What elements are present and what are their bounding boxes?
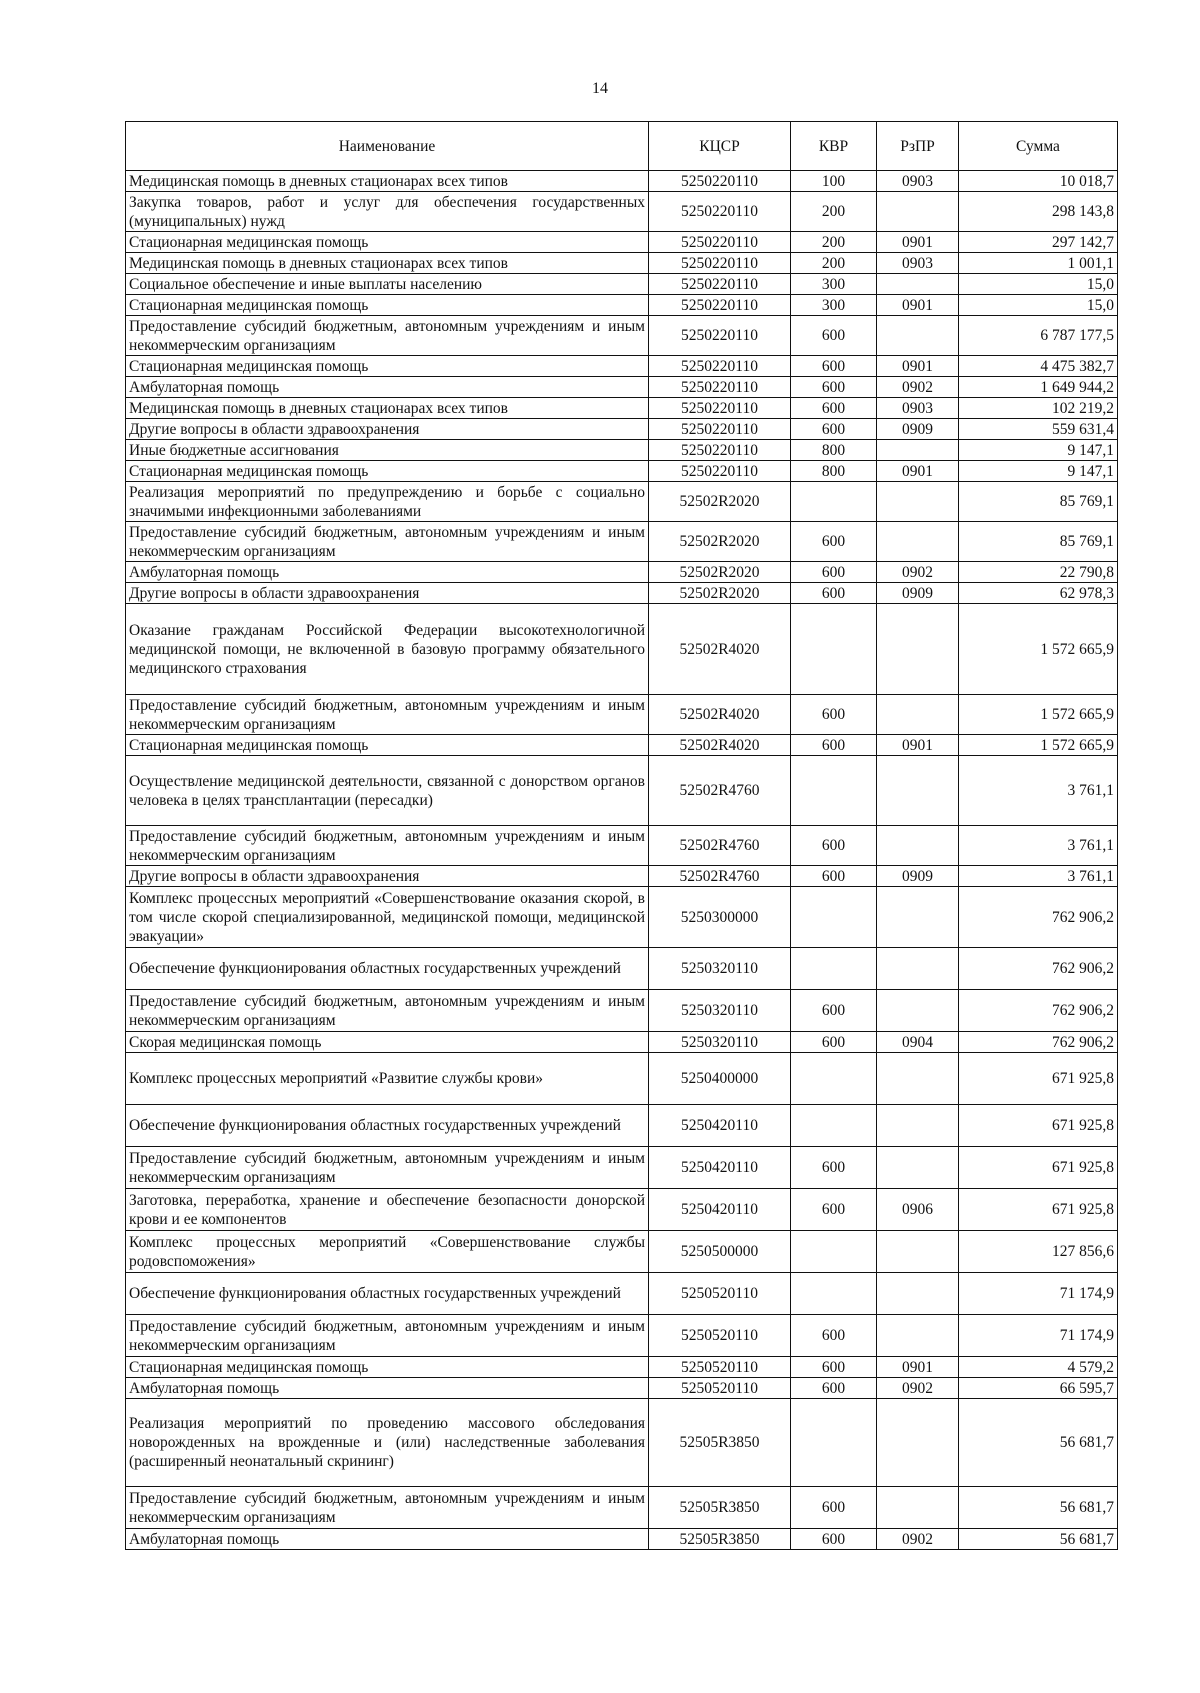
cell-sum: 762 906,2 bbox=[959, 990, 1118, 1032]
cell-rzpr bbox=[877, 1105, 959, 1147]
cell-rzpr bbox=[877, 1053, 959, 1105]
cell-name: Стационарная медицинская помощь bbox=[126, 735, 649, 756]
cell-kvr: 600 bbox=[791, 377, 877, 398]
table-row bbox=[126, 398, 1118, 419]
cell-kvr: 600 bbox=[791, 695, 877, 735]
table-row bbox=[126, 232, 1118, 253]
cell-kvr bbox=[791, 756, 877, 826]
cell-kcsr: 5250520110 bbox=[649, 1273, 791, 1315]
cell-rzpr bbox=[877, 695, 959, 735]
cell-name: Предоставление субсидий бюджетным, автономным учреждениям и иным некоммерческим организациям bbox=[126, 695, 649, 735]
table-row bbox=[126, 1487, 1118, 1529]
cell-rzpr: 0902 bbox=[877, 377, 959, 398]
cell-sum: 1 572 665,9 bbox=[959, 695, 1118, 735]
cell-sum: 1 572 665,9 bbox=[959, 604, 1118, 695]
table-row bbox=[126, 756, 1118, 826]
cell-rzpr bbox=[877, 887, 959, 948]
cell-sum: 3 761,1 bbox=[959, 866, 1118, 887]
cell-rzpr bbox=[877, 990, 959, 1032]
cell-kcsr: 5250400000 bbox=[649, 1053, 791, 1105]
table-row bbox=[126, 1273, 1118, 1315]
cell-sum: 15,0 bbox=[959, 295, 1118, 316]
cell-name: Амбулаторная помощь bbox=[126, 562, 649, 583]
cell-kvr bbox=[791, 1273, 877, 1315]
cell-kvr: 800 bbox=[791, 461, 877, 482]
cell-kcsr: 5250420110 bbox=[649, 1105, 791, 1147]
cell-rzpr bbox=[877, 1147, 959, 1189]
cell-rzpr bbox=[877, 440, 959, 461]
cell-name: Предоставление субсидий бюджетным, автономным учреждениям и иным некоммерческим организациям bbox=[126, 826, 649, 866]
table-row bbox=[126, 316, 1118, 356]
table-row bbox=[126, 990, 1118, 1032]
table-row bbox=[126, 295, 1118, 316]
cell-kvr: 600 bbox=[791, 990, 877, 1032]
cell-kcsr: 5250520110 bbox=[649, 1357, 791, 1378]
cell-rzpr: 0903 bbox=[877, 253, 959, 274]
cell-kvr: 300 bbox=[791, 274, 877, 295]
table-row bbox=[126, 1315, 1118, 1357]
cell-kvr bbox=[791, 1105, 877, 1147]
cell-name: Осуществление медицинской деятельности, связанной с донорством органов человека в целях трансплантации (пересадки) bbox=[126, 756, 649, 826]
cell-kvr: 600 bbox=[791, 398, 877, 419]
cell-kcsr: 5250300000 bbox=[649, 887, 791, 948]
cell-rzpr: 0901 bbox=[877, 356, 959, 377]
cell-name: Стационарная медицинская помощь bbox=[126, 295, 649, 316]
cell-sum: 56 681,7 bbox=[959, 1529, 1118, 1550]
cell-name: Другие вопросы в области здравоохранения bbox=[126, 583, 649, 604]
cell-kvr: 600 bbox=[791, 866, 877, 887]
cell-name: Комплекс процессных мероприятий «Развитие службы крови» bbox=[126, 1053, 649, 1105]
cell-rzpr bbox=[877, 948, 959, 990]
table-row bbox=[126, 1053, 1118, 1105]
budget-table bbox=[125, 121, 1118, 1550]
cell-rzpr bbox=[877, 192, 959, 232]
cell-kcsr: 5250220110 bbox=[649, 274, 791, 295]
cell-name: Амбулаторная помощь bbox=[126, 377, 649, 398]
cell-name: Комплекс процессных мероприятий «Совершенствование оказания скорой, в том числе скорой специализированной, медицинской помощи, медицинской эвакуации» bbox=[126, 887, 649, 948]
cell-kcsr: 5250220110 bbox=[649, 316, 791, 356]
cell-name: Скорая медицинская помощь bbox=[126, 1032, 649, 1053]
table-row bbox=[126, 948, 1118, 990]
cell-kvr bbox=[791, 482, 877, 522]
cell-name: Предоставление субсидий бюджетным, автономным учреждениям и иным некоммерческим организациям bbox=[126, 990, 649, 1032]
table-row bbox=[126, 866, 1118, 887]
cell-kcsr: 52502R4020 bbox=[649, 735, 791, 756]
cell-kvr: 200 bbox=[791, 232, 877, 253]
cell-kcsr: 52502R2020 bbox=[649, 482, 791, 522]
cell-kcsr: 52505R3850 bbox=[649, 1487, 791, 1529]
cell-sum: 671 925,8 bbox=[959, 1053, 1118, 1105]
cell-kvr bbox=[791, 887, 877, 948]
cell-kcsr: 5250220110 bbox=[649, 356, 791, 377]
table-row bbox=[126, 274, 1118, 295]
table-row bbox=[126, 522, 1118, 562]
cell-name: Закупка товаров, работ и услуг для обеспечения государственных (муниципальных) нужд bbox=[126, 192, 649, 232]
cell-rzpr bbox=[877, 1315, 959, 1357]
cell-rzpr bbox=[877, 1273, 959, 1315]
cell-rzpr bbox=[877, 1231, 959, 1273]
cell-sum: 15,0 bbox=[959, 274, 1118, 295]
cell-name: Другие вопросы в области здравоохранения bbox=[126, 866, 649, 887]
table-row bbox=[126, 1032, 1118, 1053]
cell-rzpr: 0909 bbox=[877, 583, 959, 604]
cell-name: Амбулаторная помощь bbox=[126, 1378, 649, 1399]
cell-name: Социальное обеспечение и иные выплаты населению bbox=[126, 274, 649, 295]
cell-sum: 9 147,1 bbox=[959, 440, 1118, 461]
cell-kvr: 600 bbox=[791, 562, 877, 583]
header-name: Наименование bbox=[126, 122, 649, 171]
cell-rzpr: 0901 bbox=[877, 295, 959, 316]
cell-rzpr: 0909 bbox=[877, 419, 959, 440]
cell-kvr: 200 bbox=[791, 192, 877, 232]
cell-name: Обеспечение функционирования областных государственных учреждений bbox=[126, 1273, 649, 1315]
cell-kvr: 600 bbox=[791, 1315, 877, 1357]
cell-sum: 66 595,7 bbox=[959, 1378, 1118, 1399]
cell-sum: 102 219,2 bbox=[959, 398, 1118, 419]
table-row bbox=[126, 604, 1118, 695]
cell-kvr bbox=[791, 604, 877, 695]
cell-sum: 4 475 382,7 bbox=[959, 356, 1118, 377]
table-row bbox=[126, 1147, 1118, 1189]
cell-rzpr bbox=[877, 522, 959, 562]
cell-kvr bbox=[791, 948, 877, 990]
cell-kcsr: 5250220110 bbox=[649, 377, 791, 398]
cell-rzpr bbox=[877, 482, 959, 522]
cell-kvr: 600 bbox=[791, 356, 877, 377]
table-row bbox=[126, 562, 1118, 583]
cell-name: Стационарная медицинская помощь bbox=[126, 461, 649, 482]
table-row bbox=[126, 826, 1118, 866]
cell-kvr bbox=[791, 1053, 877, 1105]
cell-sum: 671 925,8 bbox=[959, 1147, 1118, 1189]
cell-kvr: 600 bbox=[791, 1529, 877, 1550]
cell-sum: 1 649 944,2 bbox=[959, 377, 1118, 398]
cell-sum: 85 769,1 bbox=[959, 522, 1118, 562]
cell-kvr: 600 bbox=[791, 583, 877, 604]
table-row bbox=[126, 253, 1118, 274]
cell-kcsr: 5250420110 bbox=[649, 1189, 791, 1231]
cell-kcsr: 52505R3850 bbox=[649, 1529, 791, 1550]
cell-kcsr: 52502R4760 bbox=[649, 756, 791, 826]
cell-rzpr bbox=[877, 826, 959, 866]
cell-sum: 10 018,7 bbox=[959, 171, 1118, 192]
cell-rzpr: 0906 bbox=[877, 1189, 959, 1231]
cell-sum: 56 681,7 bbox=[959, 1487, 1118, 1529]
cell-sum: 762 906,2 bbox=[959, 887, 1118, 948]
cell-name: Предоставление субсидий бюджетным, автономным учреждениям и иным некоммерческим организациям bbox=[126, 1315, 649, 1357]
cell-sum: 671 925,8 bbox=[959, 1189, 1118, 1231]
cell-sum: 559 631,4 bbox=[959, 419, 1118, 440]
cell-name: Предоставление субсидий бюджетным, автономным учреждениям и иным некоммерческим организациям bbox=[126, 1147, 649, 1189]
cell-rzpr: 0901 bbox=[877, 232, 959, 253]
cell-name: Предоставление субсидий бюджетным, автономным учреждениям и иным некоммерческим организациям bbox=[126, 316, 649, 356]
cell-kcsr: 5250520110 bbox=[649, 1378, 791, 1399]
cell-name: Амбулаторная помощь bbox=[126, 1529, 649, 1550]
cell-name: Медицинская помощь в дневных стационарах всех типов bbox=[126, 253, 649, 274]
table-row bbox=[126, 482, 1118, 522]
cell-kcsr: 52505R3850 bbox=[649, 1399, 791, 1487]
cell-sum: 6 787 177,5 bbox=[959, 316, 1118, 356]
cell-kvr: 100 bbox=[791, 171, 877, 192]
cell-sum: 85 769,1 bbox=[959, 482, 1118, 522]
cell-kvr: 600 bbox=[791, 316, 877, 356]
table-row bbox=[126, 419, 1118, 440]
cell-name: Предоставление субсидий бюджетным, автономным учреждениям и иным некоммерческим организациям bbox=[126, 1487, 649, 1529]
header-kvr: КВР bbox=[791, 122, 877, 171]
table-row bbox=[126, 440, 1118, 461]
cell-rzpr bbox=[877, 316, 959, 356]
table-body bbox=[126, 171, 1118, 1550]
cell-kvr: 300 bbox=[791, 295, 877, 316]
table-row bbox=[126, 887, 1118, 948]
cell-kvr: 600 bbox=[791, 1032, 877, 1053]
cell-name: Обеспечение функционирования областных государственных учреждений bbox=[126, 1105, 649, 1147]
cell-kcsr: 5250220110 bbox=[649, 171, 791, 192]
cell-kcsr: 5250520110 bbox=[649, 1315, 791, 1357]
cell-kcsr: 5250320110 bbox=[649, 1032, 791, 1053]
cell-kvr: 200 bbox=[791, 253, 877, 274]
cell-kcsr: 5250220110 bbox=[649, 295, 791, 316]
page-number: 14 bbox=[592, 80, 608, 97]
cell-kvr: 600 bbox=[791, 826, 877, 866]
cell-sum: 1 572 665,9 bbox=[959, 735, 1118, 756]
cell-rzpr: 0901 bbox=[877, 1357, 959, 1378]
cell-name: Иные бюджетные ассигнования bbox=[126, 440, 649, 461]
header-kcsr: КЦСР bbox=[649, 122, 791, 171]
table-row bbox=[126, 695, 1118, 735]
cell-kcsr: 52502R4020 bbox=[649, 695, 791, 735]
cell-sum: 71 174,9 bbox=[959, 1273, 1118, 1315]
cell-kcsr: 52502R2020 bbox=[649, 562, 791, 583]
table-row bbox=[126, 1357, 1118, 1378]
cell-name: Заготовка, переработка, хранение и обеспечение безопасности донорской крови и ее компонентов bbox=[126, 1189, 649, 1231]
table-row bbox=[126, 461, 1118, 482]
cell-kcsr: 5250220110 bbox=[649, 440, 791, 461]
cell-rzpr bbox=[877, 1399, 959, 1487]
cell-sum: 22 790,8 bbox=[959, 562, 1118, 583]
cell-kvr: 600 bbox=[791, 1357, 877, 1378]
table-row bbox=[126, 356, 1118, 377]
cell-sum: 62 978,3 bbox=[959, 583, 1118, 604]
cell-rzpr bbox=[877, 756, 959, 826]
cell-rzpr: 0901 bbox=[877, 461, 959, 482]
table-header-row bbox=[126, 122, 1118, 171]
cell-kcsr: 52502R4760 bbox=[649, 866, 791, 887]
cell-sum: 298 143,8 bbox=[959, 192, 1118, 232]
cell-kcsr: 52502R2020 bbox=[649, 522, 791, 562]
table-row bbox=[126, 1378, 1118, 1399]
cell-sum: 56 681,7 bbox=[959, 1399, 1118, 1487]
table-row bbox=[126, 1529, 1118, 1550]
cell-kvr bbox=[791, 1399, 877, 1487]
cell-kcsr: 5250320110 bbox=[649, 990, 791, 1032]
cell-rzpr: 0901 bbox=[877, 735, 959, 756]
table-row bbox=[126, 192, 1118, 232]
cell-sum: 3 761,1 bbox=[959, 756, 1118, 826]
cell-kcsr: 5250220110 bbox=[649, 419, 791, 440]
cell-rzpr: 0902 bbox=[877, 562, 959, 583]
table-row bbox=[126, 583, 1118, 604]
cell-rzpr: 0903 bbox=[877, 398, 959, 419]
cell-rzpr: 0903 bbox=[877, 171, 959, 192]
cell-rzpr bbox=[877, 274, 959, 295]
table-row bbox=[126, 735, 1118, 756]
cell-kcsr: 5250220110 bbox=[649, 398, 791, 419]
cell-rzpr: 0902 bbox=[877, 1529, 959, 1550]
cell-sum: 1 001,1 bbox=[959, 253, 1118, 274]
cell-kvr: 600 bbox=[791, 1487, 877, 1529]
cell-kvr: 800 bbox=[791, 440, 877, 461]
cell-name: Медицинская помощь в дневных стационарах всех типов bbox=[126, 171, 649, 192]
cell-sum: 9 147,1 bbox=[959, 461, 1118, 482]
cell-kvr: 600 bbox=[791, 419, 877, 440]
cell-kvr: 600 bbox=[791, 1378, 877, 1399]
cell-kcsr: 5250420110 bbox=[649, 1147, 791, 1189]
cell-kvr: 600 bbox=[791, 1147, 877, 1189]
table-row bbox=[126, 171, 1118, 192]
cell-kcsr: 5250220110 bbox=[649, 232, 791, 253]
cell-rzpr: 0902 bbox=[877, 1378, 959, 1399]
cell-kcsr: 5250220110 bbox=[649, 461, 791, 482]
cell-kcsr: 5250320110 bbox=[649, 948, 791, 990]
cell-name: Стационарная медицинская помощь bbox=[126, 1357, 649, 1378]
cell-sum: 3 761,1 bbox=[959, 826, 1118, 866]
cell-sum: 71 174,9 bbox=[959, 1315, 1118, 1357]
cell-kcsr: 5250500000 bbox=[649, 1231, 791, 1273]
table-row bbox=[126, 1189, 1118, 1231]
cell-kcsr: 5250220110 bbox=[649, 192, 791, 232]
cell-kcsr: 52502R2020 bbox=[649, 583, 791, 604]
table-row bbox=[126, 377, 1118, 398]
cell-name: Стационарная медицинская помощь bbox=[126, 356, 649, 377]
cell-sum: 4 579,2 bbox=[959, 1357, 1118, 1378]
cell-name: Другие вопросы в области здравоохранения bbox=[126, 419, 649, 440]
cell-name: Оказание гражданам Российской Федерации высокотехнологичной медицинской помощи, не включенной в базовую программу обязательного медицинского страхования bbox=[126, 604, 649, 695]
cell-rzpr: 0904 bbox=[877, 1032, 959, 1053]
cell-kcsr: 52502R4020 bbox=[649, 604, 791, 695]
cell-name: Реализация мероприятий по проведению массового обследования новорожденных на врожденные и (или) наследственные заболевания (расширенный неонатальный скрининг) bbox=[126, 1399, 649, 1487]
cell-sum: 762 906,2 bbox=[959, 1032, 1118, 1053]
cell-sum: 762 906,2 bbox=[959, 948, 1118, 990]
cell-name: Медицинская помощь в дневных стационарах всех типов bbox=[126, 398, 649, 419]
cell-sum: 297 142,7 bbox=[959, 232, 1118, 253]
cell-rzpr bbox=[877, 1487, 959, 1529]
cell-sum: 127 856,6 bbox=[959, 1231, 1118, 1273]
cell-name: Предоставление субсидий бюджетным, автономным учреждениям и иным некоммерческим организациям bbox=[126, 522, 649, 562]
table-row bbox=[126, 1231, 1118, 1273]
cell-kcsr: 5250220110 bbox=[649, 253, 791, 274]
table-row bbox=[126, 1399, 1118, 1487]
cell-kcsr: 52502R4760 bbox=[649, 826, 791, 866]
cell-rzpr: 0909 bbox=[877, 866, 959, 887]
cell-kvr bbox=[791, 1231, 877, 1273]
cell-kvr: 600 bbox=[791, 1189, 877, 1231]
cell-name: Стационарная медицинская помощь bbox=[126, 232, 649, 253]
cell-sum: 671 925,8 bbox=[959, 1105, 1118, 1147]
cell-name: Комплекс процессных мероприятий «Совершенствование службы родовспоможения» bbox=[126, 1231, 649, 1273]
cell-name: Обеспечение функционирования областных государственных учреждений bbox=[126, 948, 649, 990]
cell-kvr: 600 bbox=[791, 735, 877, 756]
cell-name: Реализация мероприятий по предупреждению и борьбе с социально значимыми инфекционными заболеваниями bbox=[126, 482, 649, 522]
cell-kvr: 600 bbox=[791, 522, 877, 562]
cell-rzpr bbox=[877, 604, 959, 695]
header-rzpr: РзПР bbox=[877, 122, 959, 171]
table-row bbox=[126, 1105, 1118, 1147]
header-sum: Сумма bbox=[959, 122, 1118, 171]
